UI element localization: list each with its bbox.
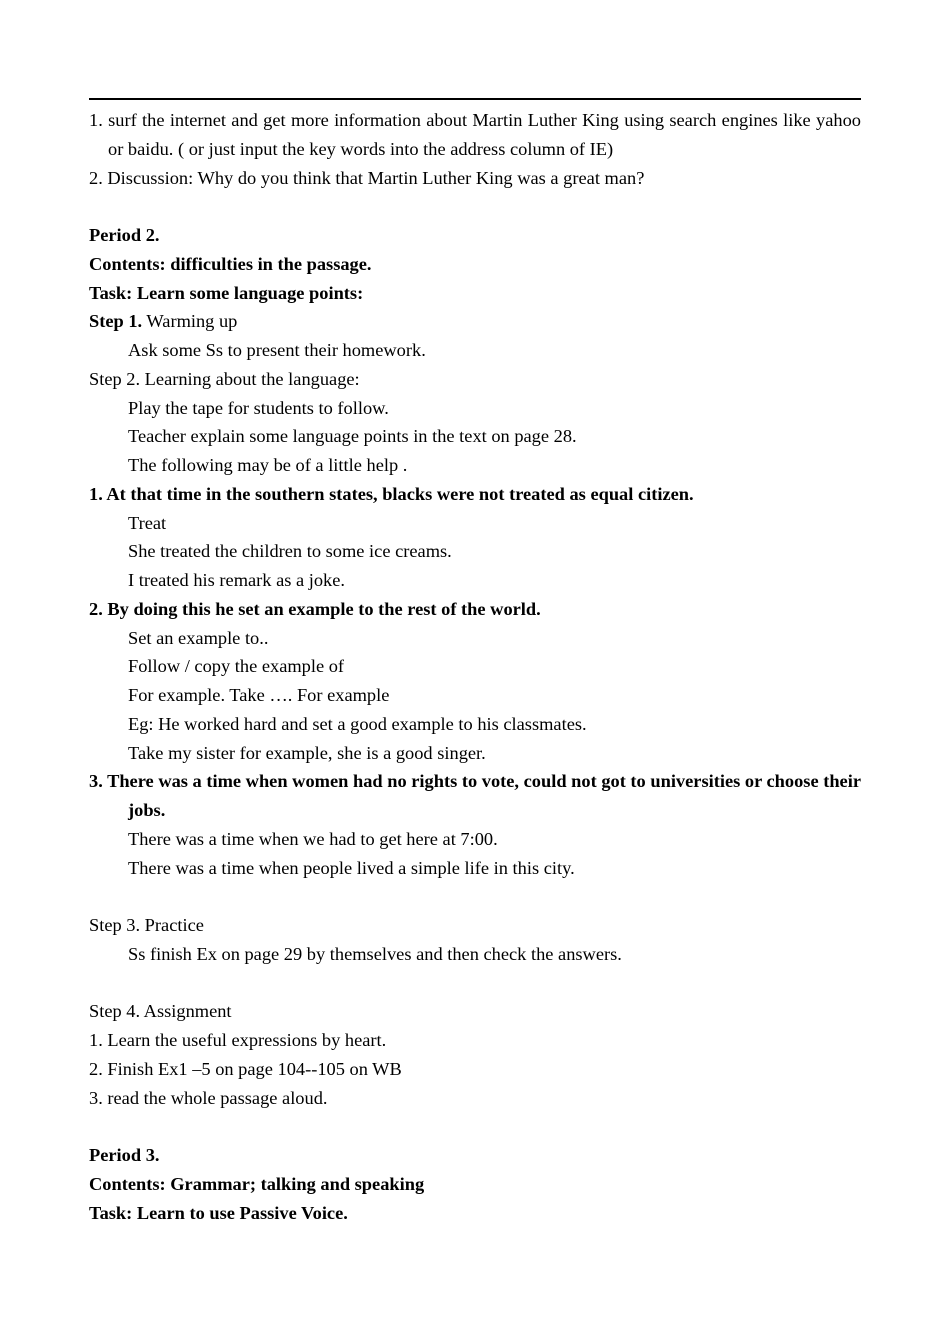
step-2-line: Play the tape for students to follow. xyxy=(128,397,389,418)
language-point-1-line: Treat xyxy=(128,512,167,533)
spacer xyxy=(89,969,861,998)
intro-item-2: 2. Discussion: Why do you think that Martin Luther King was a great man? xyxy=(89,167,645,188)
period-3-contents: Contents: Grammar; talking and speaking xyxy=(89,1173,425,1194)
language-point-2-line: Follow / copy the example of xyxy=(128,656,345,677)
period-2-contents: Contents: difficulties in the passage. xyxy=(89,253,372,274)
header-rule xyxy=(89,98,861,100)
step-2-line: Teacher explain some language points in the text on page 28. xyxy=(128,426,577,447)
step-1-label: Step 1. xyxy=(89,311,143,332)
spacer xyxy=(89,192,861,221)
language-point-2-heading: 2. By doing this he set an example to the rest of the world. xyxy=(89,598,541,619)
language-point-1-line: I treated his remark as a joke. xyxy=(128,570,346,590)
period-2-heading: Period 2. xyxy=(89,225,160,245)
spacer xyxy=(89,1112,861,1141)
spacer xyxy=(89,882,861,911)
assignment-item: 1. Learn the useful expressions by heart. xyxy=(89,1030,387,1050)
language-point-1-heading: 1. At that time in the southern states, blacks were not treated as equal citizen. xyxy=(89,483,694,504)
period-3-heading: Period 3. xyxy=(89,1145,160,1165)
step-3-title: Step 3. Practice xyxy=(89,915,204,935)
step-4-title: Step 4. Assignment xyxy=(89,1001,232,1022)
step-2-title: Step 2. Learning about the language: xyxy=(89,368,360,389)
step-1-title xyxy=(89,307,861,336)
period-2-task: Task: Learn some language points: xyxy=(89,282,364,303)
document-body xyxy=(89,106,861,1227)
assignment-item: 2. Finish Ex1 –5 on page 104--105 on WB xyxy=(89,1058,402,1079)
language-point-3-heading: 3. There was a time when women had no rights to vote, could not got to universities or choose their jobs. xyxy=(89,771,861,820)
assignment-item: 3. read the whole passage aloud. xyxy=(89,1087,328,1108)
period-3-task: Task: Learn to use Passive Voice. xyxy=(89,1202,348,1223)
language-point-2-line: Eg: He worked hard and set a good example to his classmates. xyxy=(128,713,587,734)
intro-item-1: 1. surf the internet and get more information about Martin Luther King using search engines like yahoo or baidu. ( or just input the key words into the address column of IE) xyxy=(89,110,861,159)
step-1-text: Warming up xyxy=(142,311,238,332)
language-point-1-line: She treated the children to some ice creams. xyxy=(128,541,452,562)
language-point-3-line: There was a time when we had to get here at 7:00. xyxy=(128,828,498,849)
language-point-3-line: There was a time when people lived a simple life in this city. xyxy=(128,857,575,878)
step-1-line: Ask some Ss to present their homework. xyxy=(128,340,426,360)
step-3-line: Ss finish Ex on page 29 by themselves and then check the answers. xyxy=(128,943,622,964)
step-2-line: The following may be of a little help . xyxy=(128,455,408,475)
language-point-2-line: Take my sister for example, she is a good singer. xyxy=(128,742,486,763)
language-point-2-line: For example. Take …. For example xyxy=(128,685,390,705)
language-point-2-line: Set an example to.. xyxy=(128,627,269,648)
